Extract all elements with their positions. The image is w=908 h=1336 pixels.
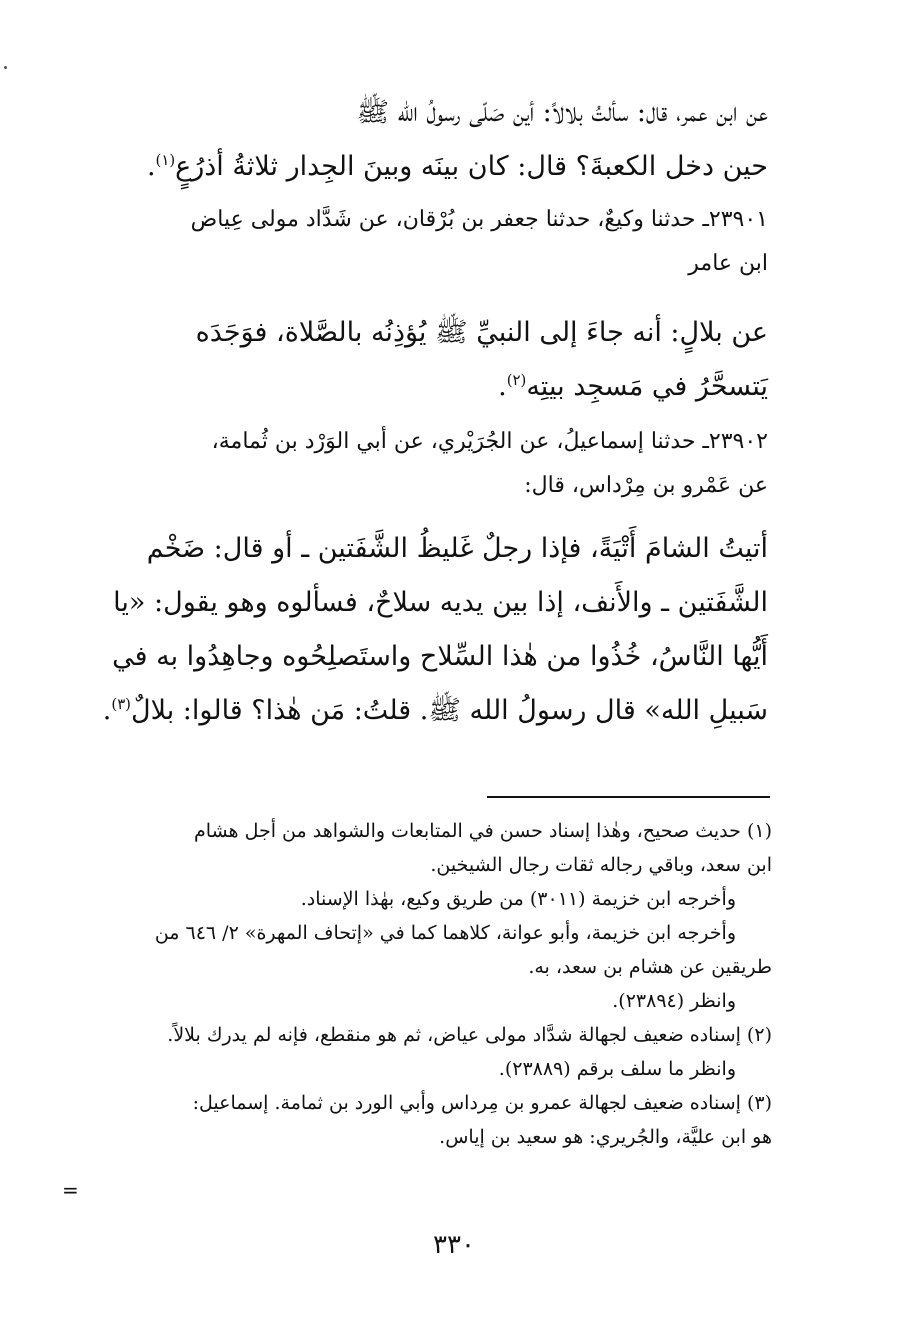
- hadith-text-1: [66, 86, 768, 194]
- full-stop: .: [498, 371, 507, 402]
- text-line: عن ابن عمر، قال: سألتُ بلالاً: أين صَلّى رسولُ الله ﷺ: [356, 97, 768, 128]
- page-number: ٣٣٠: [433, 1230, 475, 1260]
- text-line: أَيُّها النَّاسُ، خُذُوا من هٰذا السِّلاح واستَصلِحُوه وجاهِدُوا به في: [112, 641, 768, 672]
- footnote-1-line: (١) حديث صحيح، وهٰذا إسناد حسن في المتابعات والشواهد من أجل هشام: [194, 820, 772, 842]
- footnote-ref[interactable]: (١): [155, 151, 176, 169]
- footnote-1-line: وأخرجه ابن خزيمة (٣٠١١) من طريق وكيع، بهٰذا الإسناد.: [300, 888, 736, 910]
- hadith-text-3: [66, 522, 768, 738]
- text-line: [66, 140, 768, 194]
- footnote-1-line: وأخرجه ابن خزيمة، وأبو عوانة، كلاهما كما في «إتحاف المهرة» ٢/ ٦٤٦ من: [154, 922, 736, 944]
- text-line: أتيتُ الشامَ أَتْيَةً، فإذا رجلٌ غَليظُ الشَّفَتين ـ أو قال: ضَخْم: [146, 533, 768, 564]
- footnote-1-line: وانظر (٢٣٨٩٤).: [612, 990, 736, 1012]
- text-segment: يَتسحَّرُ في مَسجِد بيتِه: [526, 371, 768, 402]
- scan-speck: [4, 66, 7, 69]
- footnote-3-line: هو ابن عليَّة، والجُريري: هو سعيد بن إياس.: [439, 1126, 772, 1148]
- isnad-chain-23902: [66, 420, 768, 508]
- text-segment: سَبيلِ الله» قال رسولُ الله ﷺ. قلتُ: مَن هٰذا؟ قالوا: بلالٌ: [130, 695, 768, 726]
- footnote-ref[interactable]: (٣): [111, 695, 131, 713]
- text-line: عن عَمْرو بن مِرْداس، قال:: [524, 473, 768, 498]
- text-segment: حين دخل الكعبةَ؟ قال: كان بينَه وبينَ الجِدار ثلاثةُ أذرُعٍ: [175, 151, 768, 182]
- text-line: [66, 684, 768, 738]
- footnote-separator: [487, 796, 770, 798]
- footnotes: [66, 814, 772, 1154]
- footnote-2-line: وانظر ما سلف برقم (٢٣٨٨٩).: [498, 1058, 736, 1080]
- text-line: ٢٣٩٠٢ـ حدثنا إسماعيلُ، عن الجُرَيْري، عن أبي الوَرْد بن ثُمامة،: [211, 429, 768, 454]
- isnad-chain-23901: [66, 198, 768, 286]
- full-stop: .: [146, 151, 156, 182]
- footnote-2-line: (٢) إسناده ضعيف لجهالة شدَّاد مولى عياض، ثم هو منقطع، فإنه لم يدرك بلالاً.: [167, 1024, 772, 1046]
- continuation-mark: =: [62, 1178, 79, 1202]
- text-line: عن بلالٍ: أنه جاءَ إلى النبيِّ ﷺ يُؤذِنُه بالصَّلاة، فوَجَدَه: [195, 317, 768, 348]
- hadith-text-2: [66, 306, 768, 414]
- footnote-ref[interactable]: (٢): [506, 371, 527, 389]
- text-line: ابن عامر: [688, 251, 768, 276]
- text-line: ٢٣٩٠١ـ حدثنا وكيعٌ، حدثنا جعفر بن بُرْقان، عن شَدَّاد مولى عِياض: [190, 207, 768, 232]
- footnote-3-line: (٣) إسناده ضعيف لجهالة عمرو بن مِرداس وأبي الورد بن ثمامة. إسماعيل:: [192, 1092, 772, 1114]
- text-line: [66, 360, 768, 414]
- full-stop: .: [102, 695, 112, 726]
- footnote-1-line: طريقين عن هشام بن سعد، به.: [528, 956, 772, 978]
- text-line: الشَّفَتين ـ والأَنف، إذا بين يديه سلاحٌ، فسألوه وهو يقول: «يا: [113, 587, 768, 618]
- footnote-1-line: ابن سعد، وباقي رجاله ثقات رجال الشيخين.: [430, 854, 772, 876]
